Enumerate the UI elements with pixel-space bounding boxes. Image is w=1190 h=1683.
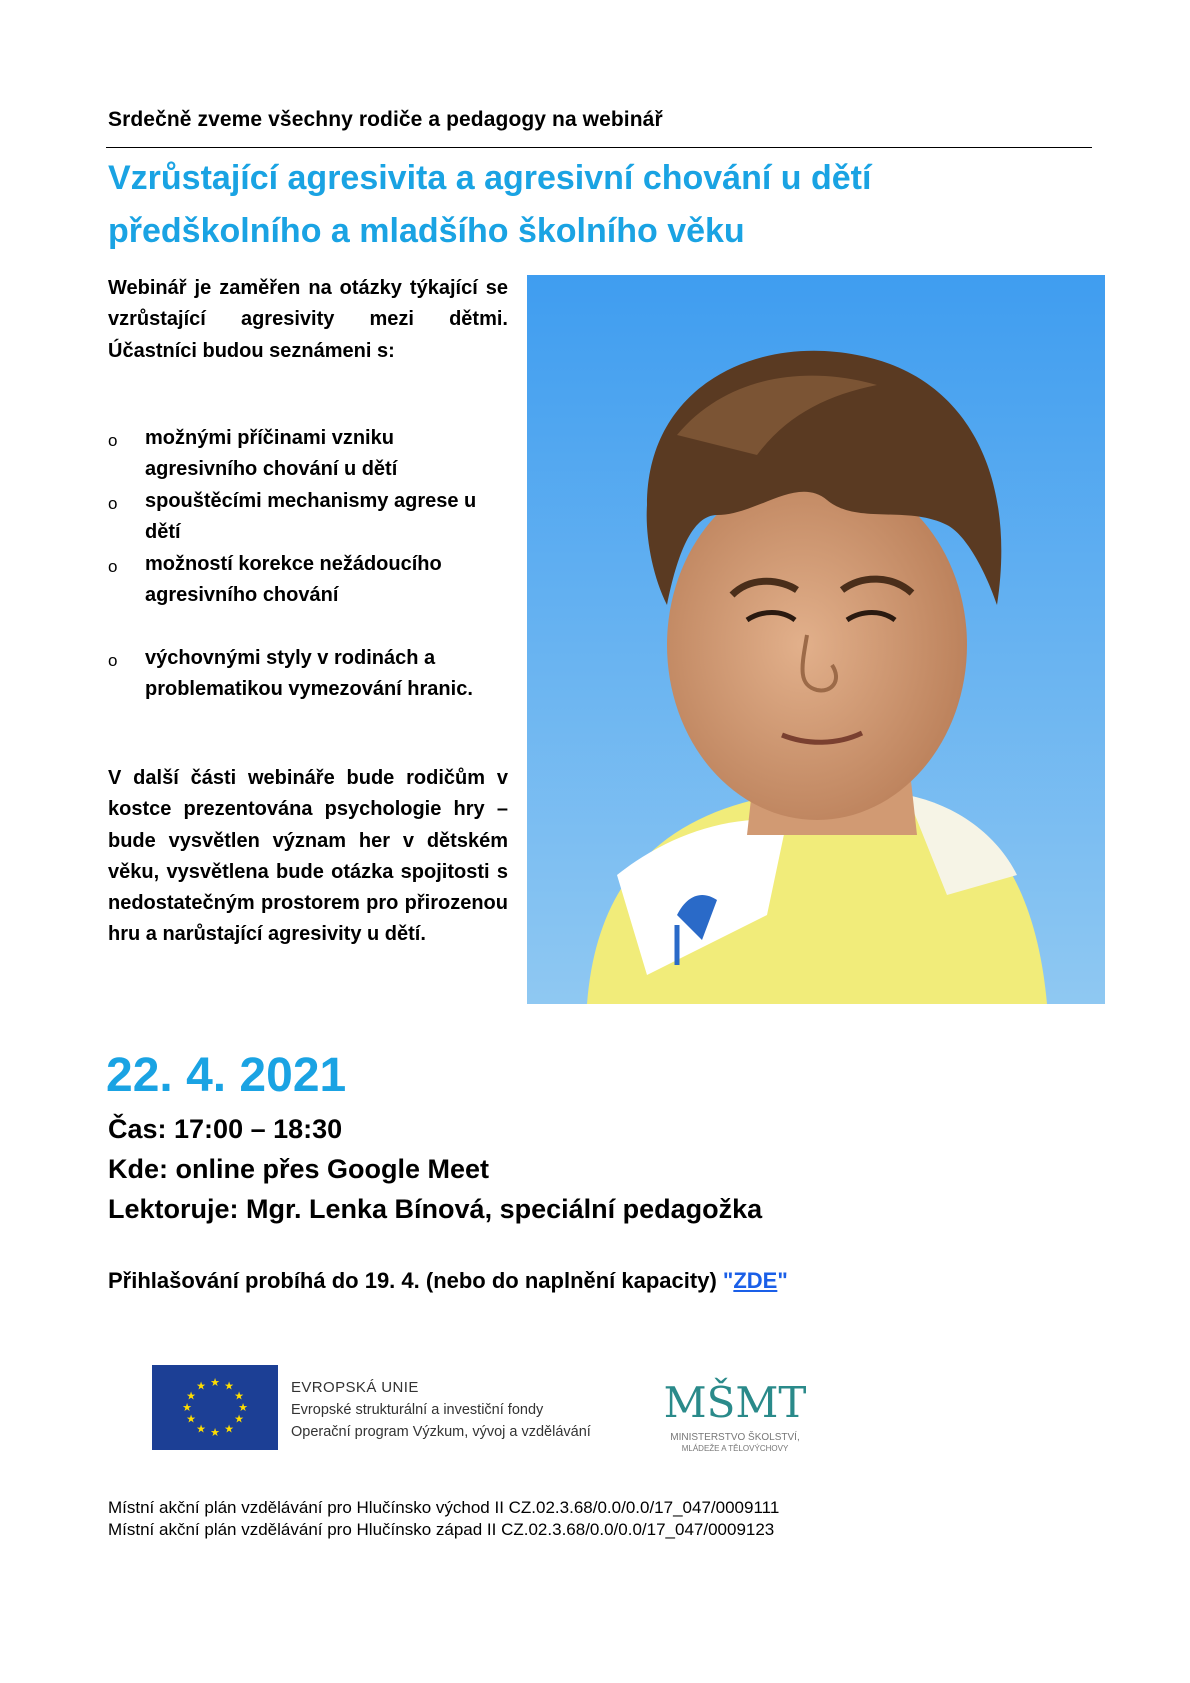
eu-line-1: Evropské strukturální a investiční fondy [291,1402,544,1418]
svg-text:★: ★ [238,1401,248,1414]
quote-mark: " [722,1268,734,1293]
msmt-mark: MŠMT [663,1378,807,1427]
signup-line [108,1268,788,1294]
play-paragraph: V další části webináře bude rodičům v kostce prezentována psychologie hry – bude vysvětlen význam her v dětském věku, vysvětlena bude otázka spojitosti s nedostatečným prostorem pro přirozenou hru a narůstající agresivity u dětí. [108,767,508,946]
bullet-marker: o [108,557,118,576]
bullet-marker: o [108,431,118,450]
svg-text:★: ★ [224,1422,234,1436]
quote-mark: " [777,1268,788,1293]
svg-text:★: ★ [224,1379,234,1393]
eu-flag-icon [152,1365,278,1450]
webinar-description: Webinář je zaměřen na otázky týkající se vzrůstající agresivity mezi dětmi. Účastníci budou seznámeni s: [108,277,508,362]
signup-text: Přihlašování probíhá do 19. 4. (nebo do naplnění kapacity) [108,1268,723,1293]
event-time: Čas: 17:00 – 18:30 [108,1114,343,1144]
eu-title: EVROPSKÁ UNIE [291,1379,419,1396]
event-date: 22. 4. 2021 [106,1049,347,1102]
event-lecturer: Lektoruje: Mgr. Lenka Bínová, speciální pedagožka [108,1194,763,1224]
registration-link[interactable]: ZDE [733,1268,778,1293]
event-place: Kde: online přes Google Meet [108,1154,490,1184]
footer-line-1: Místní akční plán vzdělávání pro Hlučínsko východ II CZ.02.3.68/0.0/0.0/17_047/0009111 [108,1498,780,1517]
msmt-line-2: MLÁDEŽE A TĚLOVÝCHOVY [681,1444,789,1453]
svg-text:★: ★ [210,1426,220,1439]
svg-text:★: ★ [234,1412,244,1426]
svg-text:★: ★ [196,1422,206,1436]
webinar-title [108,152,1088,258]
svg-text:★: ★ [196,1379,206,1393]
footer-line-2: Místní akční plán vzdělávání pro Hlučínsko západ II CZ.02.3.68/0.0/0.0/17_047/0009123 [108,1520,775,1539]
msmt-logo [645,1365,825,1455]
svg-text:★: ★ [182,1401,192,1414]
svg-text:★: ★ [186,1389,196,1403]
bullet-text: spouštěcími mechanismy agrese u dětí [145,490,477,544]
header-divider [106,147,1092,148]
title-line-2: předškolního a mladšího školního věku [108,212,745,250]
bullet-text: možností korekce nežádoucího agresivního chování [145,553,442,607]
bullet-text: výchovnými styly v rodinách a problematikou vymezování hranic. [145,647,473,701]
child-photo [527,275,1105,1004]
bullet-marker: o [108,494,118,513]
bullet-text: možnými příčinami vzniku agresivního chování u dětí [145,427,398,481]
title-line-1: Vzrůstající agresivita a agresivní chování u dětí [108,159,872,197]
bullet-marker: o [108,651,118,670]
svg-text:★: ★ [234,1389,244,1403]
invitation-line: Srdečně zveme všechny rodiče a pedagogy na webinář [108,108,663,131]
svg-text:★: ★ [210,1376,220,1389]
msmt-line-1: MINISTERSTVO ŠKOLSTVÍ, [670,1432,800,1443]
eu-line-2: Operační program Výzkum, vývoj a vzdělávání [291,1424,591,1440]
svg-text:★: ★ [186,1412,196,1426]
eu-logo-text [291,1377,591,1443]
